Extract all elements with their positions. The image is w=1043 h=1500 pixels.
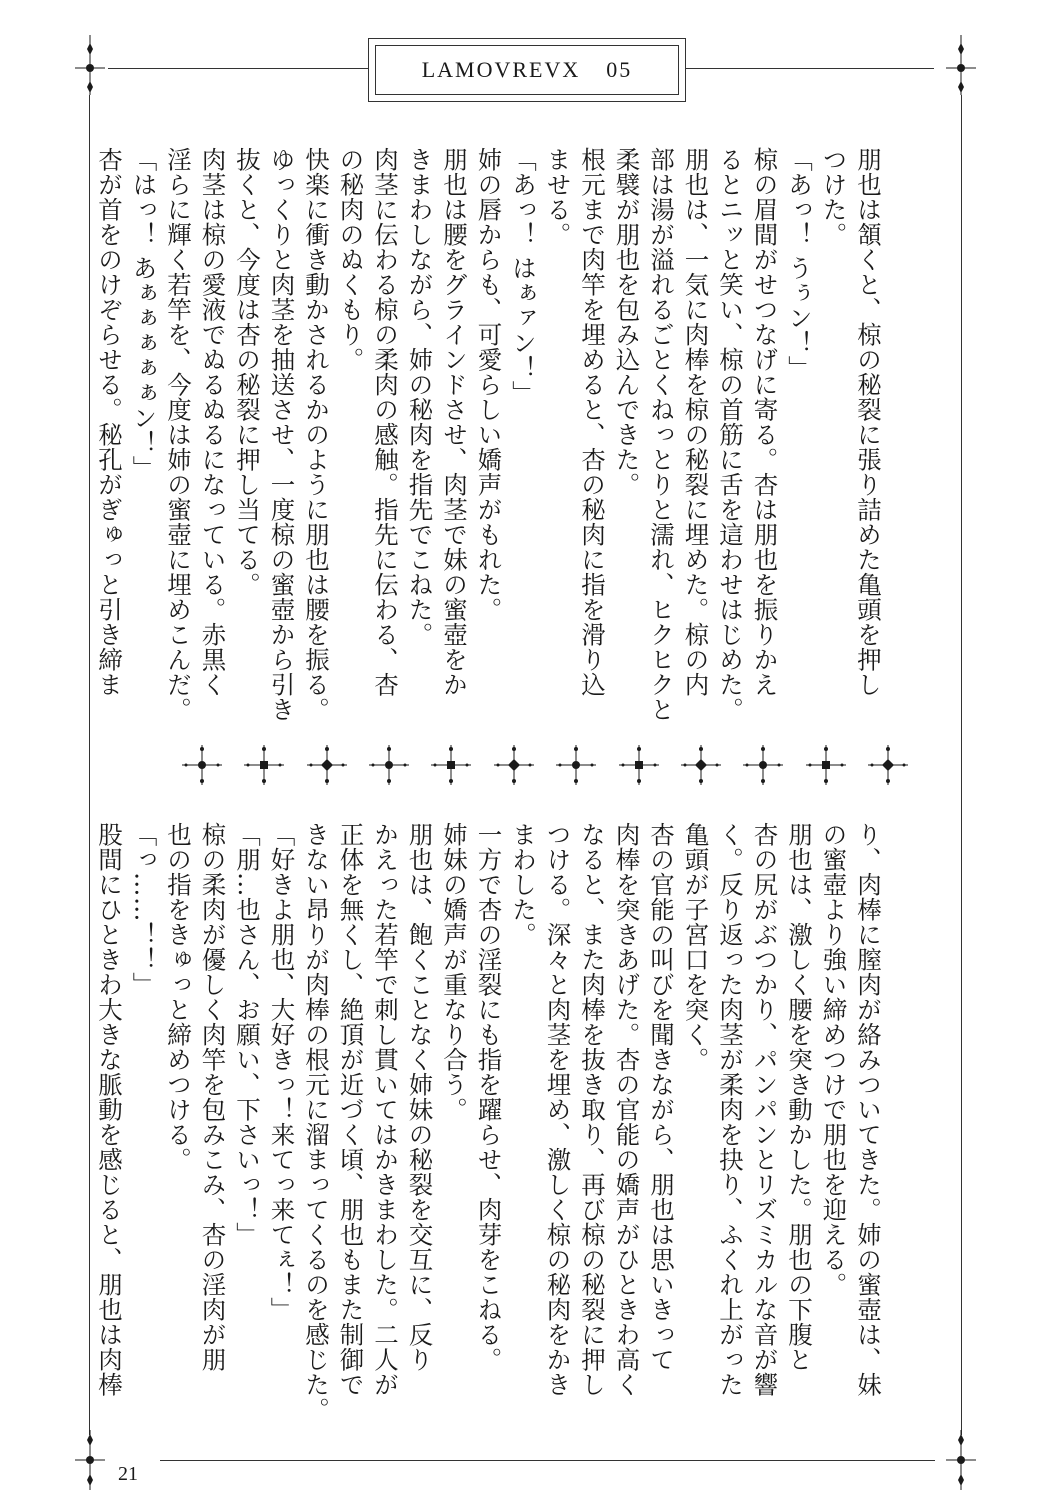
text-line: なると、また肉棒を抜き取り、再び椋の秘裂に押し — [578, 822, 607, 1397]
text-line: 「あっ！ はぁァン！」 — [509, 147, 538, 406]
text-line: 也の指をきゅっと締めつける。 — [164, 822, 193, 1172]
text-line: 杏が首をのけぞらせる。秘孔がぎゅっと引き締ま — [95, 147, 124, 697]
text-line: まわした。 — [509, 822, 538, 947]
body-text-bottom — [92, 822, 886, 1422]
page-number: 21 — [118, 1463, 138, 1485]
frame-left-line — [89, 95, 90, 1435]
frame-right-line — [961, 95, 962, 1435]
text-line: 亀頭が子宮口を突く。 — [681, 822, 711, 1072]
text-line: の蜜壺より強い締めつけで朋也を迎える。 — [819, 822, 849, 1297]
text-line: 快楽に衝き動かされるかのように朋也は腰を振る。 — [302, 147, 331, 722]
text-line: るとニッと笑い、椋の首筋に舌を這わせはじめた。 — [716, 147, 745, 722]
frame-top-left-line — [108, 68, 368, 69]
text-line: 「はっ！ あぁぁぁぁぁン！」 — [129, 147, 159, 481]
text-line: 朋也は腰をグラインドさせ、肉茎で妹の蜜壺をか — [440, 147, 469, 697]
text-line: 「あっ！ うぅン！」 — [785, 147, 814, 381]
running-header — [368, 38, 686, 102]
divider-ornament — [554, 743, 598, 787]
frame-bottom-line — [160, 1460, 935, 1461]
text-line: 正体を無くし、絶頂が近づく頃、朋也もまた制御で — [336, 822, 366, 1397]
divider-ornament — [429, 743, 473, 787]
text-line: 肉棒を突きあげた。杏の官能の嬌声がひときわ高く — [612, 822, 642, 1397]
text-line: つけた。 — [819, 147, 849, 247]
corner-ornament-top-right — [946, 35, 976, 95]
text-line: 姉の唇からも、可愛らしい嬌声がもれた。 — [474, 147, 504, 622]
text-line: 朋也は頷くと、椋の秘裂に張り詰めた亀頭を押し — [854, 147, 883, 697]
text-line: 淫らに輝く若竿を、今度は姉の蜜壺に埋めこんだ。 — [164, 147, 193, 722]
text-line: ませる。 — [543, 147, 573, 247]
text-line: 椋の柔肉が優しく肉竿を包みこみ、杏の淫肉が朋 — [198, 822, 228, 1372]
text-line: 肉茎は椋の愛液でぬるぬるになっている。赤黒く — [198, 147, 228, 697]
divider-ornament — [305, 743, 349, 787]
text-line: 「朋…也さん、お願い、下さいっ！」 — [233, 822, 262, 1247]
text-line: 朋也は、飽くことなく姉妹の秘裂を交互に、反り — [405, 822, 435, 1372]
text-line: 股間にひときわ大きな脈動を感じると、朋也は肉棒 — [95, 822, 124, 1397]
divider-ornament — [242, 743, 286, 787]
text-line: つける。深々と肉茎を埋め、激しく椋の秘肉をかき — [543, 822, 573, 1397]
text-line: 柔襞が朋也を包み込んできた。 — [612, 147, 642, 497]
text-line: 抜くと、今度は杏の秘裂に押し当てる。 — [233, 147, 262, 597]
corner-ornament-bottom-right — [946, 1430, 976, 1490]
divider-ornament — [804, 743, 848, 787]
header-issue: 05 — [606, 57, 633, 82]
text-line: 朋也は、一気に肉棒を椋の秘裂に埋めた。椋の内 — [681, 147, 711, 697]
header-title: LAMOVREVX — [421, 57, 581, 82]
divider-ornament — [679, 743, 723, 787]
text-line: ゆっくりと肉茎を抽送させ、一度椋の蜜壺から引き — [267, 147, 297, 722]
text-line: 一方で杏の淫裂にも指を躍らせ、肉芽をこねる。 — [474, 822, 504, 1372]
text-line: 朋也は、激しく腰を突き動かした。朋也の下腹と — [785, 822, 814, 1372]
text-line: り、肉棒に膣肉が絡みついてきた。姉の蜜壺は、妹 — [854, 822, 883, 1397]
text-line: 杏の尻がぶつかり、パンパンとリズミカルな音が響 — [750, 822, 780, 1397]
divider-ornament — [367, 743, 411, 787]
divider-ornament — [866, 743, 910, 787]
divider-ornament — [741, 743, 785, 787]
divider-ornament — [492, 743, 536, 787]
text-line: の秘肉のぬくもり。 — [336, 147, 366, 372]
text-line: 「っ……！！」 — [129, 822, 159, 997]
section-divider — [180, 735, 910, 795]
text-line: く。反り返った肉茎が柔肉を抉り、ふくれ上がった — [716, 822, 745, 1397]
text-line: 部は湯が溢れるごとくねっとりと濡れ、ヒクヒクと — [647, 147, 676, 722]
text-line: 姉妹の嬌声が重なり合う。 — [440, 822, 469, 1122]
text-line: 椋の眉間がせつなげに寄る。杏は朋也を振りかえ — [750, 147, 780, 697]
text-line: 肉茎に伝わる椋の柔肉の感触。指先に伝わる、杏 — [371, 147, 400, 697]
divider-ornament — [180, 743, 224, 787]
running-header-inner — [375, 45, 679, 95]
frame-top-right-line — [686, 68, 934, 69]
text-line: きない昂りが肉棒の根元に溜まってくるのを感じた。 — [302, 822, 331, 1422]
divider-ornament — [617, 743, 661, 787]
text-line: 杏の官能の叫びを聞きながら、朋也は思いきって — [647, 822, 676, 1372]
text-line: きまわしながら、姉の秘肉を指先でこねた。 — [405, 147, 435, 647]
corner-ornament-top-left — [75, 35, 105, 95]
text-line: 根元まで肉竿を埋めると、杏の秘肉に指を滑り込 — [578, 147, 607, 697]
text-line: かえった若竿で刺し貫いてはかきまわした。二人が — [371, 822, 400, 1397]
corner-ornament-bottom-left — [75, 1430, 105, 1490]
body-text-top — [92, 147, 886, 722]
text-line: 「好きよ朋也、大好きっ！来てっ来てぇ！」 — [267, 822, 297, 1322]
